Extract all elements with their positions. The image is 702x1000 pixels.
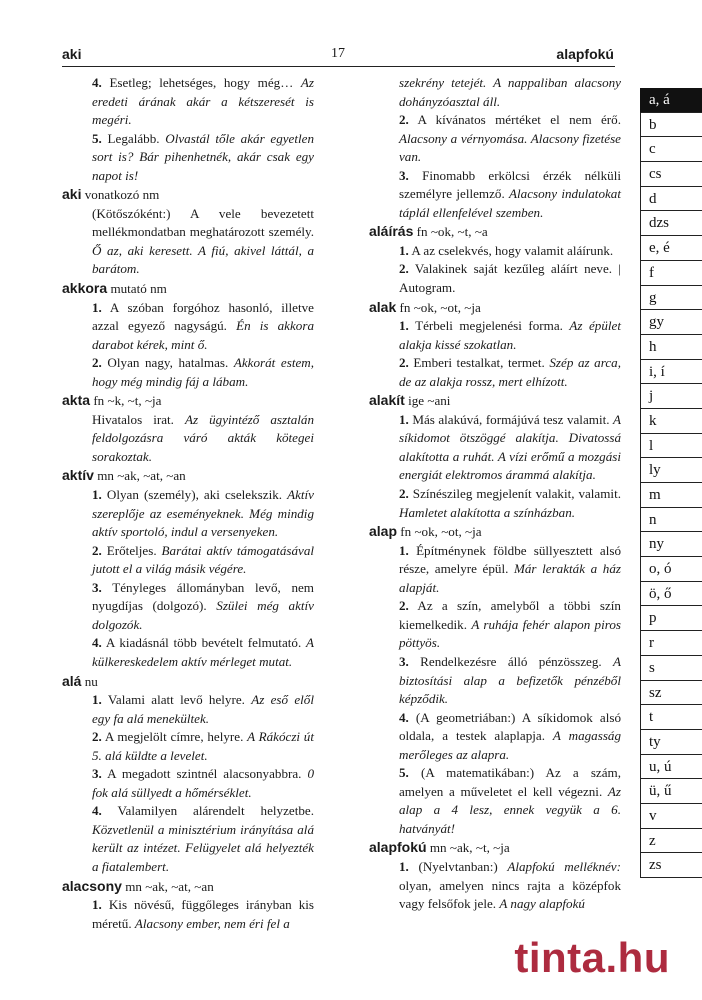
example-text: Az épület alakja kissé szokatlan. (399, 318, 621, 352)
definition-text: Legalább. (107, 130, 160, 146)
entry-definition (62, 205, 314, 279)
sense-number: 1. (92, 299, 102, 315)
left-running-headword: aki (62, 46, 82, 62)
thumb-index-tab: k (640, 409, 702, 434)
thumb-index-tab: dzs (640, 211, 702, 236)
headword: alapfokú (369, 839, 427, 856)
definition-text: A kívánatos mértéket el nem érő. (417, 112, 621, 128)
example-text: Ő az, aki keresett. A fiú, akivel láttál, a barátom. (92, 242, 314, 277)
sense-number: 1. (92, 897, 102, 913)
thumb-index-tab: s (640, 656, 702, 681)
example-text: A síkidomot ötszöggé alakítja. Divatossá alakította a ruhát. A vízi erőmű a mozgási energiát elektromos árammá alakítja. (399, 411, 621, 483)
sense-number: 2. (399, 598, 409, 614)
thumb-index-tab: c (640, 137, 702, 162)
thumb-index-tab: sz (640, 681, 702, 706)
entry-sense (62, 74, 314, 130)
thumb-index-tab: n (640, 508, 702, 533)
definition-text: Építménynek földbe süllyesztett alsó része, amelyre épül. (399, 542, 621, 577)
grammar-label: fn ~ok, ~ot, ~ja (399, 299, 481, 315)
definition-text: Olyan nagy, hatalmas. (107, 355, 229, 371)
example-text: Alacsony ember, nem éri fel a (134, 915, 290, 931)
example-text: Az eredeti árának akár a kétszeresét is megéri. (92, 75, 315, 128)
thumb-index-tab: v (640, 804, 702, 829)
dictionary-entry-head (369, 838, 621, 858)
entry-sense (369, 709, 621, 765)
thumb-index-tab: zs (640, 853, 702, 878)
entry-sense (62, 130, 314, 186)
thumb-index-tab: l (640, 434, 702, 459)
example-text: Alacsony a vérnyomása. Alacsony fizetése van. (399, 130, 621, 165)
entry-sense (369, 242, 621, 261)
entry-sense (62, 802, 314, 876)
definition-text: Hivatalos irat. (92, 411, 174, 427)
dictionary-column-left (62, 74, 314, 933)
thumb-index-tab: z (640, 829, 702, 854)
sense-number: 1. (399, 242, 409, 258)
entry-sense (62, 486, 314, 542)
grammar-label: ige ~ani (408, 393, 451, 409)
thumb-index-tab: u, ú (640, 755, 702, 780)
headword: alacsony (62, 877, 122, 894)
thumb-index-tab: gy (640, 310, 702, 335)
page-number: 17 (331, 46, 345, 61)
thumb-index-tab: ü, ű (640, 779, 702, 804)
thumb-index-tab: ty (640, 730, 702, 755)
entry-sense (62, 765, 314, 802)
definition-text: Erőteljes. (106, 542, 157, 558)
sense-number: 3. (399, 653, 409, 669)
entry-sense (62, 354, 314, 391)
definition-text: Finomabb erkölcsi érzék nélküli személyre jellemző. (399, 167, 621, 202)
header-rule (62, 66, 615, 67)
grammar-label: mn ~ak, ~at, ~an (97, 468, 186, 484)
definition-text: Valakinek saját kezűleg aláírt neve. | Autogram. (399, 261, 621, 296)
entry-sense (369, 653, 621, 709)
grammar-label: nu (84, 673, 98, 689)
headword: akta (62, 392, 91, 409)
example-text: Én is akkora darabot kérek, mint ő. (92, 318, 314, 352)
definition-text: Esetleg; lehetséges, hogy még… (109, 75, 294, 90)
definition-text: A kiadásnál több bevételt felmutató. (105, 635, 302, 651)
entry-sense (62, 728, 314, 765)
sense-number: 2. (399, 112, 409, 128)
definition-text: (Nyelvtanban:) (418, 858, 498, 874)
sense-number: 2. (92, 355, 102, 371)
sense-number: 2. (92, 542, 102, 558)
example-text: Szép az arca, de az alakja rossz, mert elhízott. (399, 355, 621, 389)
headword: aláírás (369, 223, 414, 240)
sense-number: 4. (92, 75, 102, 90)
thumb-index-tab: a, á (640, 88, 702, 113)
definition-text: Térbeli megjelenési forma. (415, 318, 563, 334)
sense-number: 1. (399, 318, 409, 334)
example-text: Az ügyintéző asztalán feldolgozásra váró akták kötegei sorakoztak. (92, 411, 315, 464)
entry-sense (369, 764, 621, 838)
definition-text: A megadott szintnél alacsonyabbra. (107, 766, 302, 782)
definition-text: Rendelkezésre álló pénzösszeg. (420, 653, 602, 669)
example-text: Akkorát estem, hogy még mindig fáj a lábam. (92, 355, 314, 389)
dictionary-entry-head (62, 877, 314, 897)
headword: alakít (369, 392, 405, 409)
definition-text: Tényleges állományban levő, nem nyugdíjas (dolgozó). (92, 579, 314, 614)
dictionary-entry-head (62, 466, 314, 486)
sense-number: 4. (399, 709, 409, 725)
definition-text: Az a szín, amelyből a többi szín kiemelkedik. (399, 598, 621, 632)
sense-number: 5. (92, 130, 102, 146)
example-text: szekrény tetejét. A nappaliban alacsony dohányzóasztal áll. (399, 75, 621, 109)
sense-number: 2. (399, 355, 409, 371)
sense-number: 3. (92, 579, 102, 595)
headword: alak (369, 298, 397, 315)
grammar-label: vonatkozó nm (84, 187, 160, 203)
sense-number: 2. (92, 729, 102, 745)
alphabet-thumb-index (640, 88, 702, 878)
entry-sense (369, 260, 621, 297)
headword: aktív (62, 467, 94, 484)
dictionary-entry-head (62, 279, 314, 299)
dictionary-entry-head (369, 298, 621, 318)
sense-number: 2. (399, 486, 409, 502)
definition-text: Más alakúvá, formájúvá tesz valamit. (412, 411, 610, 427)
thumb-index-tab: o, ó (640, 557, 702, 582)
definition-text: Kis növésű, függőleges irányban kis méretű. (92, 897, 314, 931)
definition-text: (Kötőszóként:) A vele bevezetett mellékmondatban meghatározott személy. (92, 205, 314, 240)
example-text: Szülei még aktív dolgozók. (92, 598, 314, 632)
sense-number: 2. (399, 261, 409, 277)
right-running-headword: alapfokú (556, 46, 614, 62)
sense-number: 3. (399, 167, 409, 183)
entry-sense (369, 111, 621, 167)
definition-text: Valami alatt levő helyre. (107, 692, 245, 708)
example-text: A nagy alapfokú (499, 896, 585, 912)
definition-text: Valamilyen alárendelt helyzetbe. (117, 803, 314, 819)
entry-sense (369, 354, 621, 391)
thumb-index-tab: h (640, 335, 702, 360)
example-text: Közvetlenül a minisztérium irányítása alá került az intézet. Felügyelet alá helyezték a fiatalembert. (92, 821, 314, 874)
sense-number: 1. (399, 411, 409, 427)
thumb-index-tab: i, í (640, 360, 702, 385)
example-text: Olvastál tőle akár egyetlen sort is? Bár pihenhetnék, akár csak egy napot is! (92, 130, 315, 183)
page-header (62, 44, 614, 66)
grammar-label: mutató nm (110, 281, 167, 297)
entry-sense (62, 896, 314, 933)
grammar-label: fn ~ok, ~t, ~a (416, 224, 488, 240)
example-text: A külkereskedelem aktív mérleget mutat. (92, 635, 314, 669)
thumb-index-tab: j (640, 384, 702, 409)
thumb-index-tab: p (640, 606, 702, 631)
sense-number: 5. (399, 765, 409, 781)
sense-number: 4. (92, 635, 102, 651)
headword: alap (369, 523, 398, 540)
entry-sense (369, 167, 621, 223)
entry-sense (369, 597, 621, 653)
entry-sense (62, 299, 314, 355)
entry-definition (62, 411, 314, 467)
example-text: 0 fok alá süllyedt a hőmérséklet. (92, 766, 314, 800)
example-text: Az alap a 4 lesz, ennek vegyük a 6. hatványát! (399, 783, 621, 836)
thumb-index-tab: m (640, 483, 702, 508)
definition-text: (A geometriában:) A síkidomok alsó oldala, a testek alaplapja. (399, 709, 621, 744)
grammar-label: mn ~ak, ~at, ~an (125, 878, 214, 894)
sense-number: 1. (92, 487, 102, 503)
thumb-index-tab: cs (640, 162, 702, 187)
publisher-logo: tinta.hu (514, 934, 670, 981)
grammar-label: fn ~ok, ~ot, ~ja (400, 524, 482, 540)
thumb-index-tab: g (640, 286, 702, 311)
example-text: Az eső elől egy fa alá menekültek. (92, 692, 314, 726)
example-text: Alapfokú melléknév: (507, 858, 621, 874)
thumb-index-tab: ö, ő (640, 582, 702, 607)
example-text: A biztosítási alap a befizetők pénzéből képződik. (399, 653, 621, 707)
entry-sense (369, 858, 621, 914)
entry-sense (369, 411, 621, 485)
definition-text: Olyan (személy), aki cselekszik. (106, 487, 283, 503)
sense-number: 1. (399, 542, 409, 558)
dictionary-column-right (369, 74, 621, 914)
definition-text: A az cselekvés, hogy valamit aláírunk. (411, 242, 614, 258)
thumb-index-tab: e, é (640, 236, 702, 261)
sense-number: 1. (92, 692, 102, 708)
example-text: Hamletet alakította a színházban. (399, 504, 576, 520)
entry-sense (369, 542, 621, 598)
entry-sense (62, 691, 314, 728)
definition-text: (A matematikában:) Az a szám, amelyen a műveletet el kell végezni. (399, 765, 622, 799)
sense-number: 3. (92, 766, 102, 782)
headword: akkora (62, 280, 108, 297)
grammar-label: fn ~k, ~t, ~ja (93, 393, 162, 409)
thumb-index-tab: ny (640, 532, 702, 557)
entry-sense (62, 634, 314, 671)
example-text: A ruhája fehér alapon piros pöttyös. (399, 616, 621, 651)
entry-definition (369, 74, 621, 111)
entry-sense (62, 542, 314, 579)
definition-text: A szóban forgóhoz hasonló, illetve azzal egyező nagyságú. (92, 299, 314, 334)
example-text: Aktív szereplője az eseményeknek. Még mindig aktív sportoló, indul a versenyeken. (92, 487, 314, 540)
entry-sense (369, 485, 621, 522)
definition-text: A megjelölt címre, helyre. (104, 729, 244, 745)
definition-text: olyan, amelyen nincs rajta a középfok vagy felsőfok jele. (399, 877, 621, 912)
dictionary-entry-head (62, 391, 314, 411)
definition-text: Emberi testalkat, termet. (413, 355, 545, 371)
dictionary-entry-head (369, 222, 621, 242)
example-text: Barátai aktív támogatásával jutott el a világ másik végére. (92, 542, 314, 577)
headword: aki (62, 186, 82, 203)
dictionary-entry-head (62, 185, 314, 205)
entry-sense (62, 579, 314, 635)
grammar-label: mn ~ak, ~t, ~ja (429, 840, 510, 856)
example-text: Alacsony indulatokat táplál ellenfelével szemben. (399, 186, 621, 220)
entry-sense (369, 317, 621, 354)
example-text: A magasság merőleges az alapra. (399, 728, 622, 762)
thumb-index-tab: d (640, 187, 702, 212)
dictionary-entry-head (62, 672, 314, 692)
thumb-index-tab: ly (640, 458, 702, 483)
sense-number: 1. (399, 858, 409, 874)
dictionary-entry-head (369, 391, 621, 411)
headword: alá (62, 672, 82, 689)
sense-number: 4. (92, 803, 102, 819)
thumb-index-tab: r (640, 631, 702, 656)
definition-text: Színészileg megjelenít valakit, valamit. (412, 486, 621, 502)
dictionary-entry-head (369, 522, 621, 542)
thumb-index-tab: t (640, 705, 702, 730)
thumb-index-tab: f (640, 261, 702, 286)
thumb-index-tab: b (640, 113, 702, 138)
example-text: A Rákóczi út 5. alá küldte a levelet. (92, 729, 314, 763)
example-text: Már lerakták a ház alapját. (399, 561, 621, 595)
